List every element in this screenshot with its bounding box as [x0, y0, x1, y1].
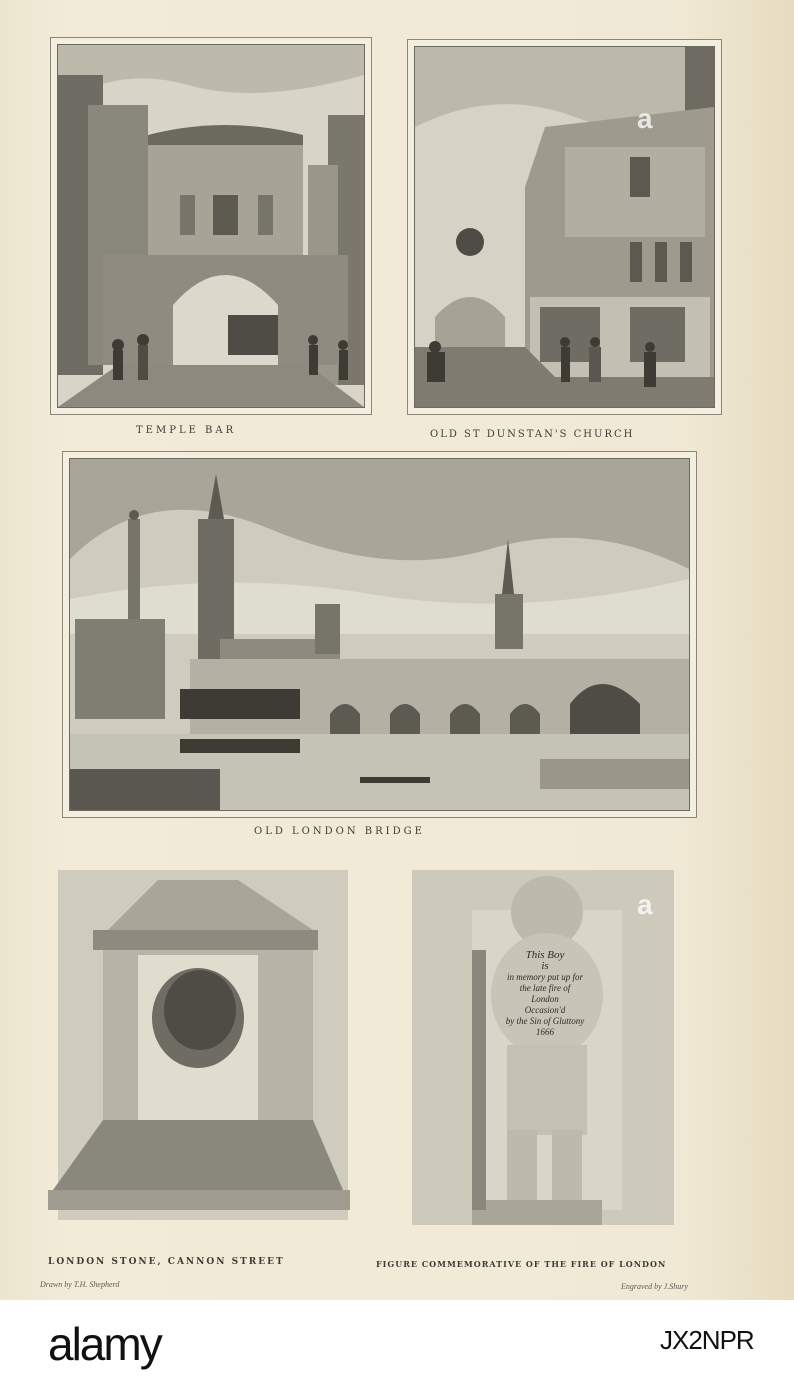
engraving-london-bridge: [69, 458, 690, 811]
watermark-mark: a: [637, 889, 652, 920]
inscription-line: is: [541, 960, 549, 972]
caption-london-bridge: OLD LONDON BRIDGE: [254, 826, 425, 837]
inscription-line: This Boy: [525, 949, 565, 961]
plate-temple-bar: [50, 37, 372, 415]
alamy-logo: alamy: [48, 1318, 161, 1370]
caption-london-stone: LONDON STONE, CANNON STREET: [48, 1257, 285, 1267]
caption-fire-figure: FIGURE COMMEMORATIVE OF THE FIRE OF LONDON: [376, 1259, 667, 1269]
engraving-temple-bar: [57, 44, 365, 408]
plate-london-bridge: [62, 451, 697, 818]
engraving-fire-figure: [412, 870, 674, 1235]
inscription-line: 1666: [536, 1027, 554, 1037]
image-id: JX2NPR: [660, 1325, 754, 1355]
credit-engraved-by: Engraved by J.Shury: [621, 1282, 688, 1291]
caption-temple-bar: TEMPLE BAR: [136, 425, 237, 436]
credit-drawn-by: Drawn by T.H. Shepherd: [40, 1280, 120, 1289]
inscription-line: Occasion'd: [524, 1005, 566, 1015]
engraving-london-stone: [48, 870, 350, 1230]
plate-st-dunstan: [407, 39, 722, 415]
caption-st-dunstan: OLD ST DUNSTAN'S CHURCH: [430, 429, 635, 440]
fire-figure-inscription: [490, 950, 600, 1038]
inscription-line: London: [531, 994, 559, 1004]
inscription-line: the late fire of: [519, 983, 571, 993]
inscription-line: in memory put up for: [507, 972, 583, 982]
watermark-mark: a: [637, 103, 652, 134]
engraving-st-dunstan: [414, 46, 715, 408]
inscription-line: by the Sin of Gluttony: [505, 1016, 585, 1026]
